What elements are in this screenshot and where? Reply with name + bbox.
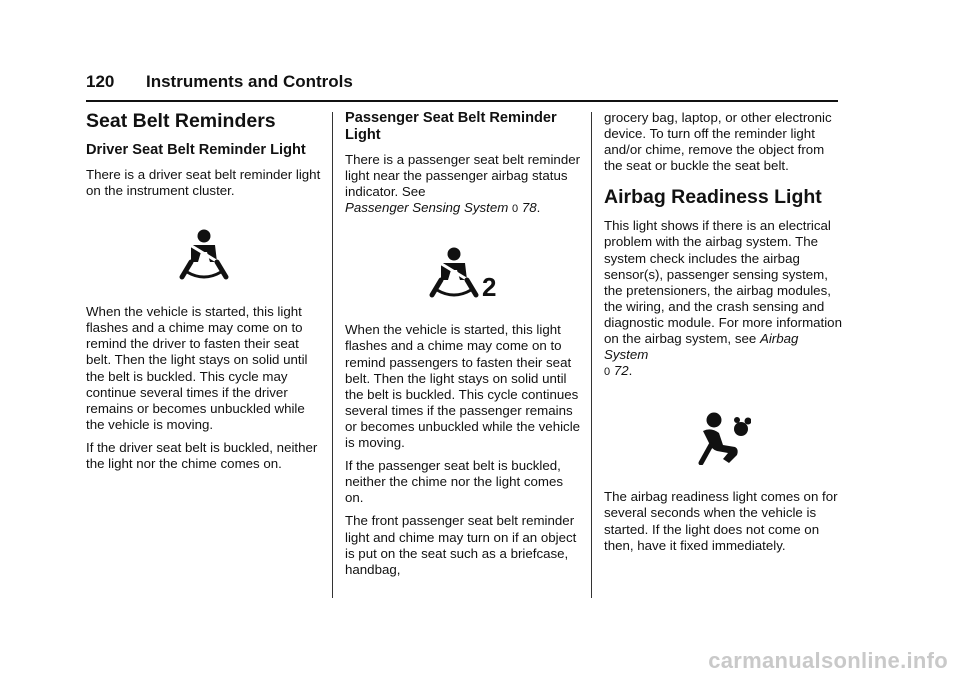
- passenger-sensing-ref-text: Passenger Sensing System: [345, 200, 509, 216]
- driver-reminder-paragraph-1: When the vehicle is started, this light flashes and a chime may come on to remind the driver to fasten their seat belt. Then the light stays on solid until the belt is buckled. This cycle may continue several times if the driver remains or becomes unbuckled while the vehicle is moving.: [86, 304, 308, 432]
- passenger-reminder-subheading: Passenger Seat Belt Reminder Light: [345, 110, 557, 143]
- airbag-system-ref-page: 72: [613, 363, 629, 379]
- airbag-readiness-paragraph-1: The airbag readiness light comes on for several seconds when the vehicle is started. If the light does not come on then, have it fixed immediately.: [604, 489, 838, 553]
- column-2: [345, 110, 581, 585]
- driver-reminder-paragraph-2: If the driver seat belt is buckled, neither the light nor the chime comes on.: [86, 439, 318, 472]
- passenger-intro-text: There is a passenger seat belt reminder light near the passenger airbag status indicator. See: [345, 152, 581, 200]
- airbag-readiness-icon: [604, 387, 844, 489]
- page-number: 120: [86, 72, 115, 91]
- page-ref-arrow-icon: 0: [512, 203, 519, 216]
- watermark: carmanualsonline.info: [708, 648, 948, 673]
- passenger-reminder-paragraph-3: The front passenger seat belt reminder light and chime may turn on if an object is put on the seat such as a briefcase, handbag,: [345, 513, 577, 577]
- passenger-sensing-ref-page: 78: [521, 200, 537, 216]
- column-3: [604, 110, 844, 561]
- seat-number-label: 2: [482, 272, 497, 301]
- page-ref-arrow-icon: 0: [604, 366, 611, 379]
- section-title: Instruments and Controls: [146, 72, 353, 91]
- column-1: [86, 110, 322, 479]
- passenger-sensing-system-link[interactable]: [345, 200, 537, 215]
- passenger-reminder-paragraph-1: When the vehicle is started, this light flashes and a chime may come on to remind passengers to fasten their seat belt. Then the light stays on solid until the belt is buckled. This cycle continues several times if the passenger remains or becomes unbuckled while the vehicle is moving.: [345, 322, 581, 451]
- page-header: [86, 70, 838, 102]
- column-divider-1: [332, 112, 333, 598]
- passenger-reminder-paragraph-2: If the passenger seat belt is buckled, neither the chime nor the light comes on.: [345, 458, 564, 506]
- seat-belt-reminders-heading: Seat Belt Reminders: [86, 110, 276, 132]
- driver-seat-belt-icon: [86, 206, 322, 304]
- column-divider-2: [591, 112, 592, 598]
- driver-reminder-subheading: Driver Seat Belt Reminder Light: [86, 142, 306, 158]
- airbag-system-ref-text: Airbag System: [604, 331, 799, 363]
- airbag-readiness-heading: Airbag Readiness Light: [604, 186, 822, 209]
- airbag-readiness-intro: This light shows if there is an electrical problem with the airbag system. The system check includes the airbag sensor(s), passenger sensing system, the pretensioners, the airbag modules, the wiring, and the crash sensing and diagnostic module. For more information on the airbag system, see Airbag System 0 72.: [604, 218, 842, 379]
- passenger-reminder-intro: There is a passenger seat belt reminder light near the passenger airbag status indicator. See Passenger Sensing System 0 78.: [345, 152, 581, 216]
- passenger-seat-belt-icon: [345, 224, 581, 322]
- passenger-reminder-continuation: grocery bag, laptop, or other electronic device. To turn off the reminder light and/or chime, remove the object from the seat or buckle the seat belt.: [604, 110, 832, 174]
- driver-reminder-intro: There is a driver seat belt reminder light on the instrument cluster.: [86, 167, 321, 199]
- airbag-intro-text: This light shows if there is an electrical problem with the airbag system. The system check includes the airbag sensor(s), passenger sensing system, the pretensioners, the airbag modules, the wiring, and the crash sensing and diagnostic module. For more information on the airbag system, see: [604, 218, 842, 347]
